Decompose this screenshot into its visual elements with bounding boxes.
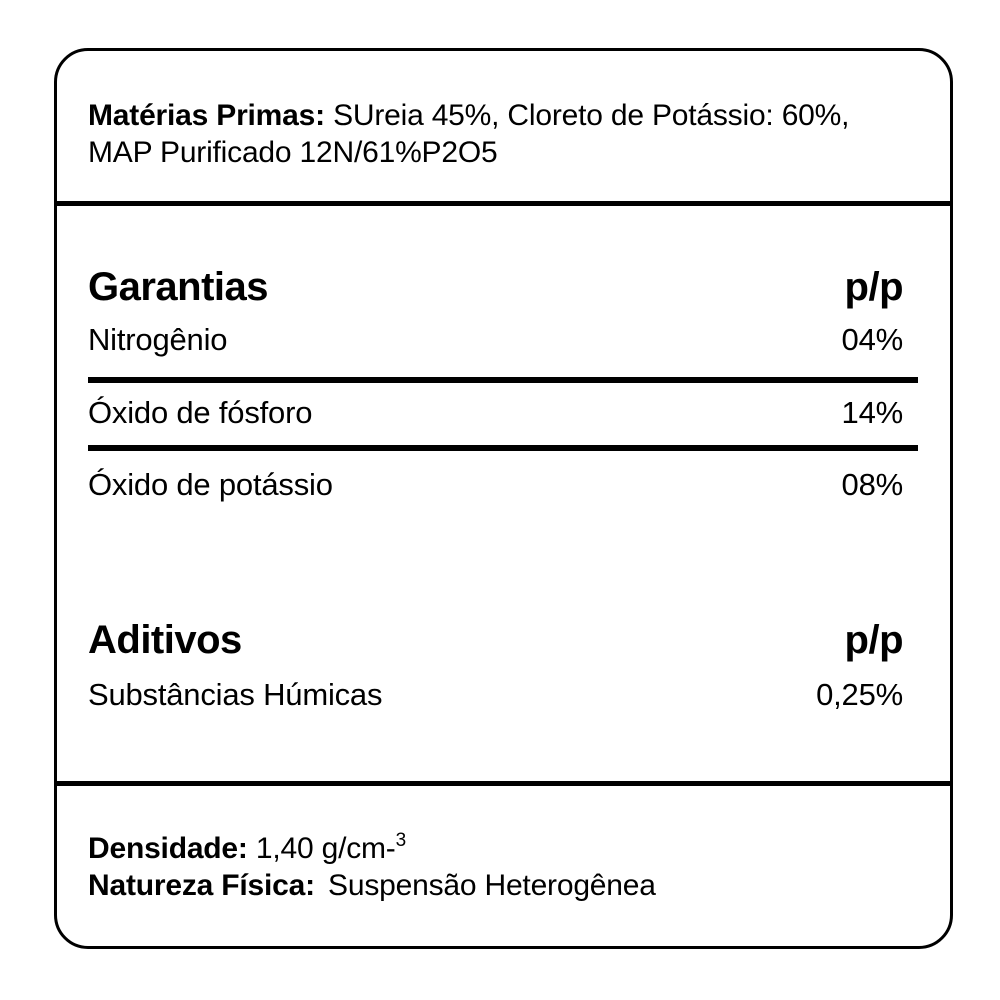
raw-materials-line2: MAP Purificado 12N/61%P2O5 xyxy=(88,136,498,169)
physical-properties-section xyxy=(88,832,902,902)
physical-nature-value: Suspensão Heterogênea xyxy=(328,869,656,902)
additives-title: Aditivos xyxy=(88,618,242,662)
table-row-nitrogen xyxy=(88,320,918,360)
fertilizer-label-card xyxy=(54,48,953,949)
density-line xyxy=(88,832,902,869)
raw-materials-section xyxy=(88,97,902,171)
density-label: Densidade: xyxy=(88,832,248,865)
table-row-phosphorus-oxide xyxy=(88,393,918,433)
physical-nature-label: Natureza Física: xyxy=(88,869,315,902)
table-row-humic-substances xyxy=(88,675,918,715)
divider-row xyxy=(88,377,918,383)
density-value: 1,40 g/cm- xyxy=(255,832,396,865)
row-name: Nitrogênio xyxy=(88,322,228,357)
row-name: Óxido de potássio xyxy=(88,467,333,502)
additives-header-row xyxy=(88,615,918,665)
row-name: Substâncias Húmicas xyxy=(88,677,383,712)
guarantees-unit-label: p/p xyxy=(844,265,903,309)
raw-materials-line1: SUreia 45%, Cloreto de Potássio: 60%, xyxy=(333,99,850,132)
row-value: 04% xyxy=(841,322,903,357)
guarantees-additives-section xyxy=(88,206,918,715)
density-exponent: 3 xyxy=(395,830,407,851)
additives-unit-label: p/p xyxy=(844,618,903,662)
table-row-potassium-oxide xyxy=(88,465,918,505)
raw-materials-label: Matérias Primas: xyxy=(88,99,325,132)
physical-nature-line xyxy=(88,869,902,902)
row-value: 14% xyxy=(841,395,903,430)
row-value: 0,25% xyxy=(816,677,903,712)
guarantees-header-row xyxy=(88,262,918,312)
divider-properties xyxy=(57,781,950,786)
row-name: Óxido de fósforo xyxy=(88,395,313,430)
divider-row xyxy=(88,445,918,451)
guarantees-title: Garantias xyxy=(88,265,269,309)
row-value: 08% xyxy=(841,467,903,502)
